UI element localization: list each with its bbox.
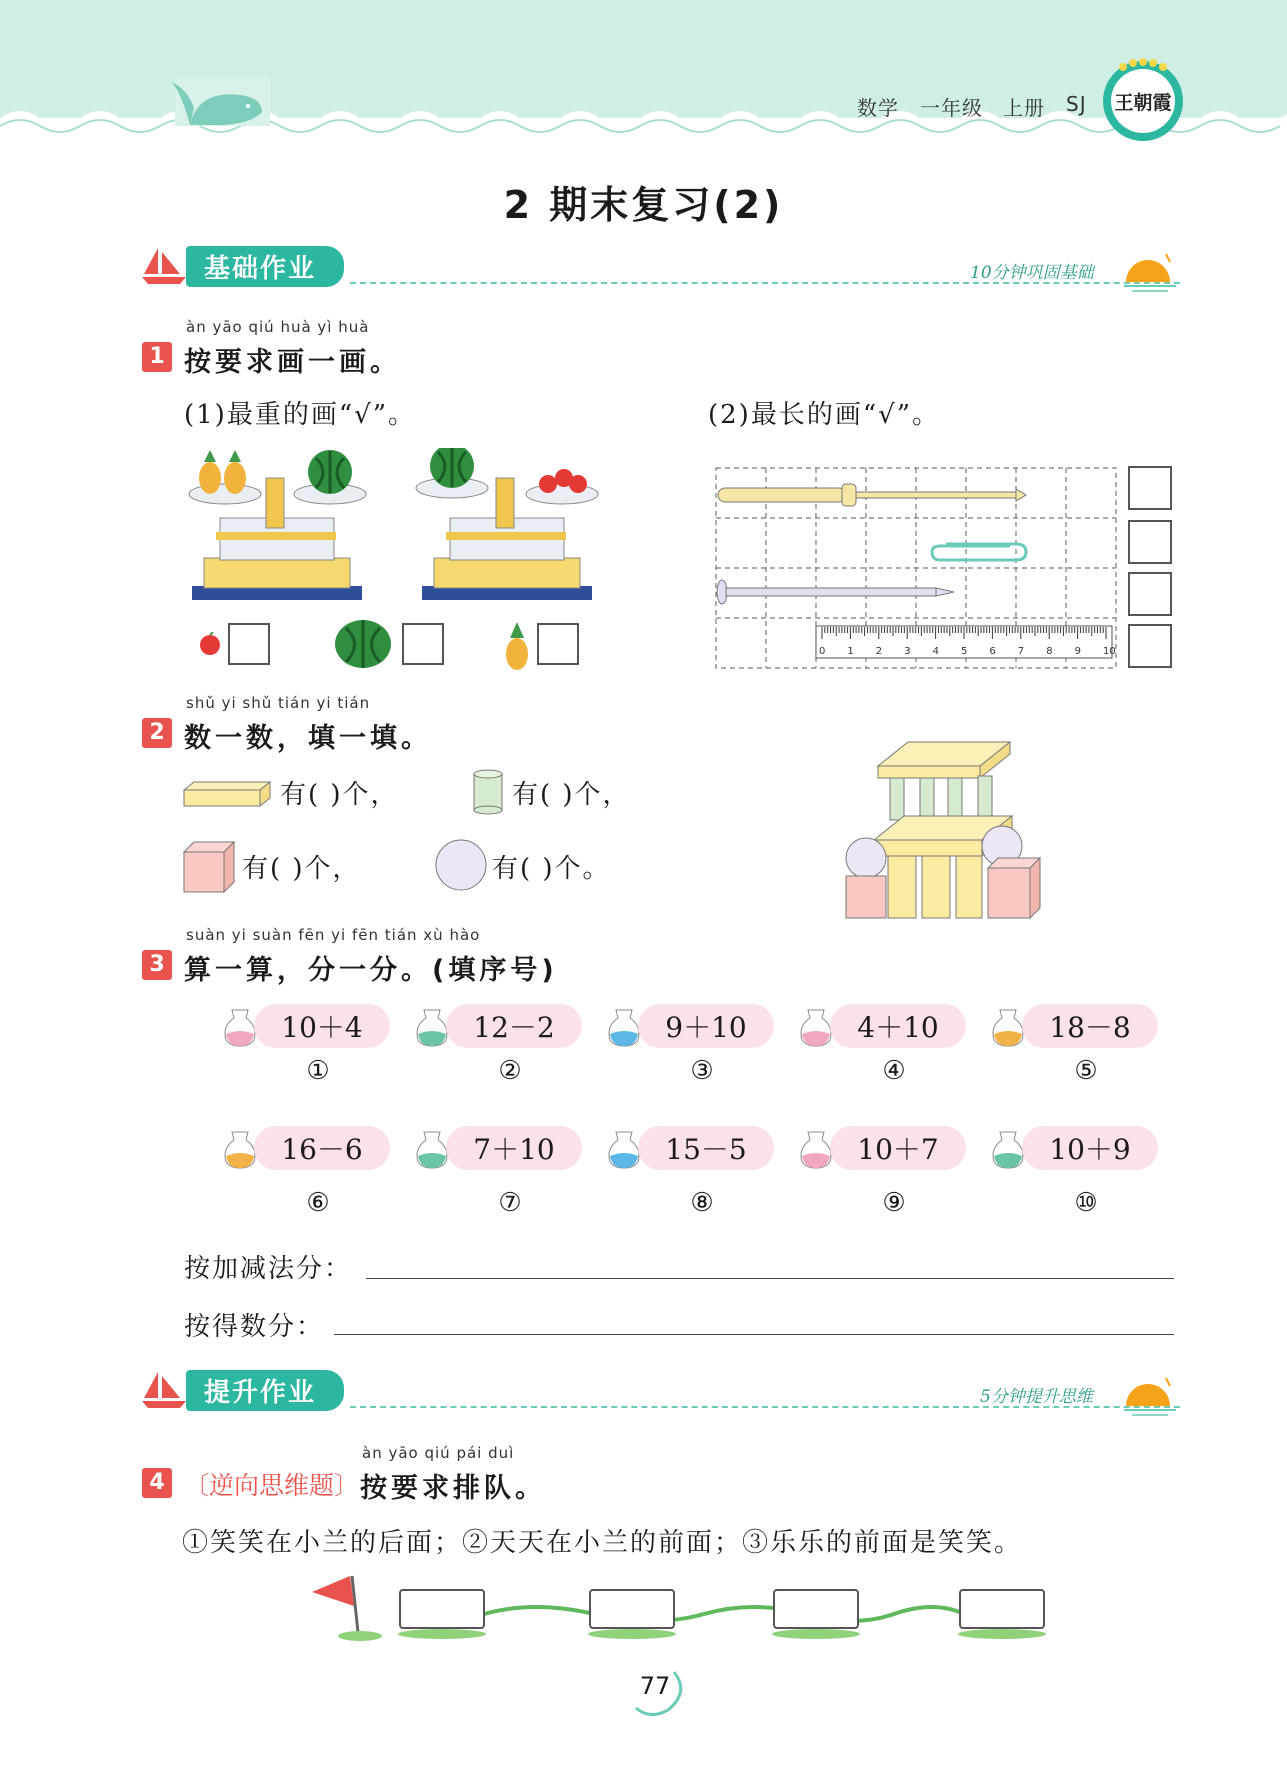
answer-box-ruler[interactable] <box>1128 624 1172 668</box>
header-grade: 一年级 <box>920 96 983 120</box>
ruler-tick-label: 9 <box>1074 646 1081 657</box>
q1-number: 1 <box>142 342 172 372</box>
expression-bubble: 10＋7 <box>830 1126 966 1170</box>
queue-box-3 <box>774 1590 858 1628</box>
q3-answer-line-2[interactable] <box>334 1334 1174 1335</box>
q2-cylinder-count[interactable]: 有( )个， <box>512 780 631 810</box>
expression-bubble: 4＋10 <box>830 1004 966 1048</box>
q3-line2-label: 按得数分： <box>184 1312 325 1342</box>
ruler-tick-label: 7 <box>1017 646 1025 657</box>
paperclip-icon <box>932 544 1026 560</box>
length-grid <box>714 466 1118 670</box>
expression-label: ④ <box>882 1056 906 1086</box>
sphere-icon <box>434 838 488 896</box>
ruler-tick-label: 5 <box>961 646 968 657</box>
expression-bubble: 15－5 <box>638 1126 774 1170</box>
balance-scales <box>180 448 600 608</box>
q2-number: 2 <box>142 718 172 748</box>
ruler-tick-label: 2 <box>875 646 883 657</box>
watermelon-icon <box>308 450 352 494</box>
q1-part2: (2)最长的画“√”。 <box>708 400 940 430</box>
apple-icon <box>198 632 222 660</box>
expression-bubble: 7＋10 <box>446 1126 582 1170</box>
q4-tag: 〔逆向思维题〕 <box>184 1471 360 1500</box>
q2-pinyin: shǔ yi shǔ tián yi tián <box>186 694 371 712</box>
expression-label: ② <box>498 1056 522 1086</box>
logo-text: 王朝霞 <box>1114 92 1172 114</box>
watermelon-icon <box>334 618 392 674</box>
expression-label: ⑥ <box>306 1188 330 1218</box>
expression-label: ⑦ <box>498 1188 522 1218</box>
cuboid-icon <box>182 780 272 812</box>
flag-icon <box>312 1576 382 1641</box>
q4-text: 按要求排队。 <box>360 1473 546 1504</box>
ruler-tick-label: 1 <box>847 646 854 657</box>
header-edition: SJ <box>1066 92 1087 116</box>
expression-bubble: 12－2 <box>446 1004 582 1048</box>
whale-icon <box>172 78 270 126</box>
page-number: 77 <box>639 1672 671 1700</box>
sunset-icon <box>1122 250 1178 298</box>
q3-answer-line-1[interactable] <box>366 1278 1174 1279</box>
queue-box-2 <box>590 1590 674 1628</box>
header-volume: 上册 <box>1003 96 1045 120</box>
expression-label: ⑧ <box>690 1188 714 1218</box>
sailboat-icon <box>140 1370 188 1414</box>
pineapple-icon <box>504 620 530 676</box>
q3-pinyin: suàn yi suàn fēn yi fēn tián xù hào <box>186 926 481 944</box>
ruler-tick-label: 3 <box>904 646 911 657</box>
header-band <box>0 0 1287 150</box>
q2-sphere-count[interactable]: 有( )个。 <box>492 854 611 884</box>
q1-pinyin: àn yāo qiú huà yì huà <box>186 318 370 336</box>
expression-label: ① <box>306 1056 330 1086</box>
brand-logo <box>1100 58 1186 144</box>
answer-box-screwdriver[interactable] <box>1128 466 1172 510</box>
cube-icon <box>182 840 236 898</box>
block-tower-illustration <box>844 736 1044 926</box>
expression-bubble: 16－6 <box>254 1126 390 1170</box>
q4-number: 4 <box>142 1468 172 1498</box>
screwdriver-icon <box>718 484 1026 506</box>
expression-bubble: 9＋10 <box>638 1004 774 1048</box>
expression-label: ③ <box>690 1056 714 1086</box>
ruler-tick-label: 6 <box>989 646 996 657</box>
queue-box-4 <box>960 1590 1044 1628</box>
page-title: 2 期末复习(2) <box>503 183 784 227</box>
header-subject: 数学 <box>857 96 899 120</box>
q2-text: 数一数，填一填。 <box>184 723 432 754</box>
queue-box-1 <box>400 1590 484 1628</box>
answer-box-apple[interactable] <box>228 623 270 665</box>
ruler-tick-label: 10 <box>1103 646 1116 657</box>
q4-clues: ①笑笑在小兰的后面；②天天在小兰的前面；③乐乐的前面是笑笑。 <box>182 1528 1023 1558</box>
expression-label: ⑩ <box>1074 1188 1098 1218</box>
scale-right <box>416 448 598 600</box>
q2-cuboid-count[interactable]: 有( )个， <box>280 780 399 810</box>
cylinder-icon <box>472 768 504 820</box>
section-advanced-label: 提升作业 <box>186 1370 344 1411</box>
section-basic-label: 基础作业 <box>186 246 344 287</box>
section-basic-note: 10分钟巩固基础 <box>970 263 1094 283</box>
answer-box-nail[interactable] <box>1128 572 1172 616</box>
section-advanced-note: 5分钟提升思维 <box>980 1387 1093 1407</box>
nail-icon <box>717 580 954 604</box>
expression-label: ⑤ <box>1074 1056 1098 1086</box>
answer-box-pineapple[interactable] <box>537 623 579 665</box>
expression-bubble: 10＋9 <box>1022 1126 1158 1170</box>
scale-left <box>189 450 366 600</box>
q3-line1-label: 按加减法分： <box>184 1254 353 1284</box>
q3-text: 算一算，分一分。(填序号) <box>184 955 558 986</box>
expression-label: ⑨ <box>882 1188 906 1218</box>
q1-text: 按要求画一画。 <box>184 347 401 378</box>
answer-box-watermelon[interactable] <box>402 623 444 665</box>
q2-cube-count[interactable]: 有( )个， <box>242 854 361 884</box>
answer-box-paperclip[interactable] <box>1128 520 1172 564</box>
expression-bubble: 18－8 <box>1022 1004 1158 1048</box>
queue-illustration <box>304 1570 1064 1650</box>
ruler-tick-label: 0 <box>819 646 826 657</box>
q3-number: 3 <box>142 950 172 980</box>
sailboat-icon <box>140 246 188 290</box>
q4-pinyin: àn yāo qiú pái duì <box>362 1444 515 1462</box>
expression-bubble: 10＋4 <box>254 1004 390 1048</box>
sunset-icon <box>1122 1374 1178 1422</box>
ruler-tick-label: 4 <box>932 646 939 657</box>
ruler-tick-label: 8 <box>1046 646 1053 657</box>
q1-part1: (1)最重的画“√”。 <box>184 400 416 430</box>
